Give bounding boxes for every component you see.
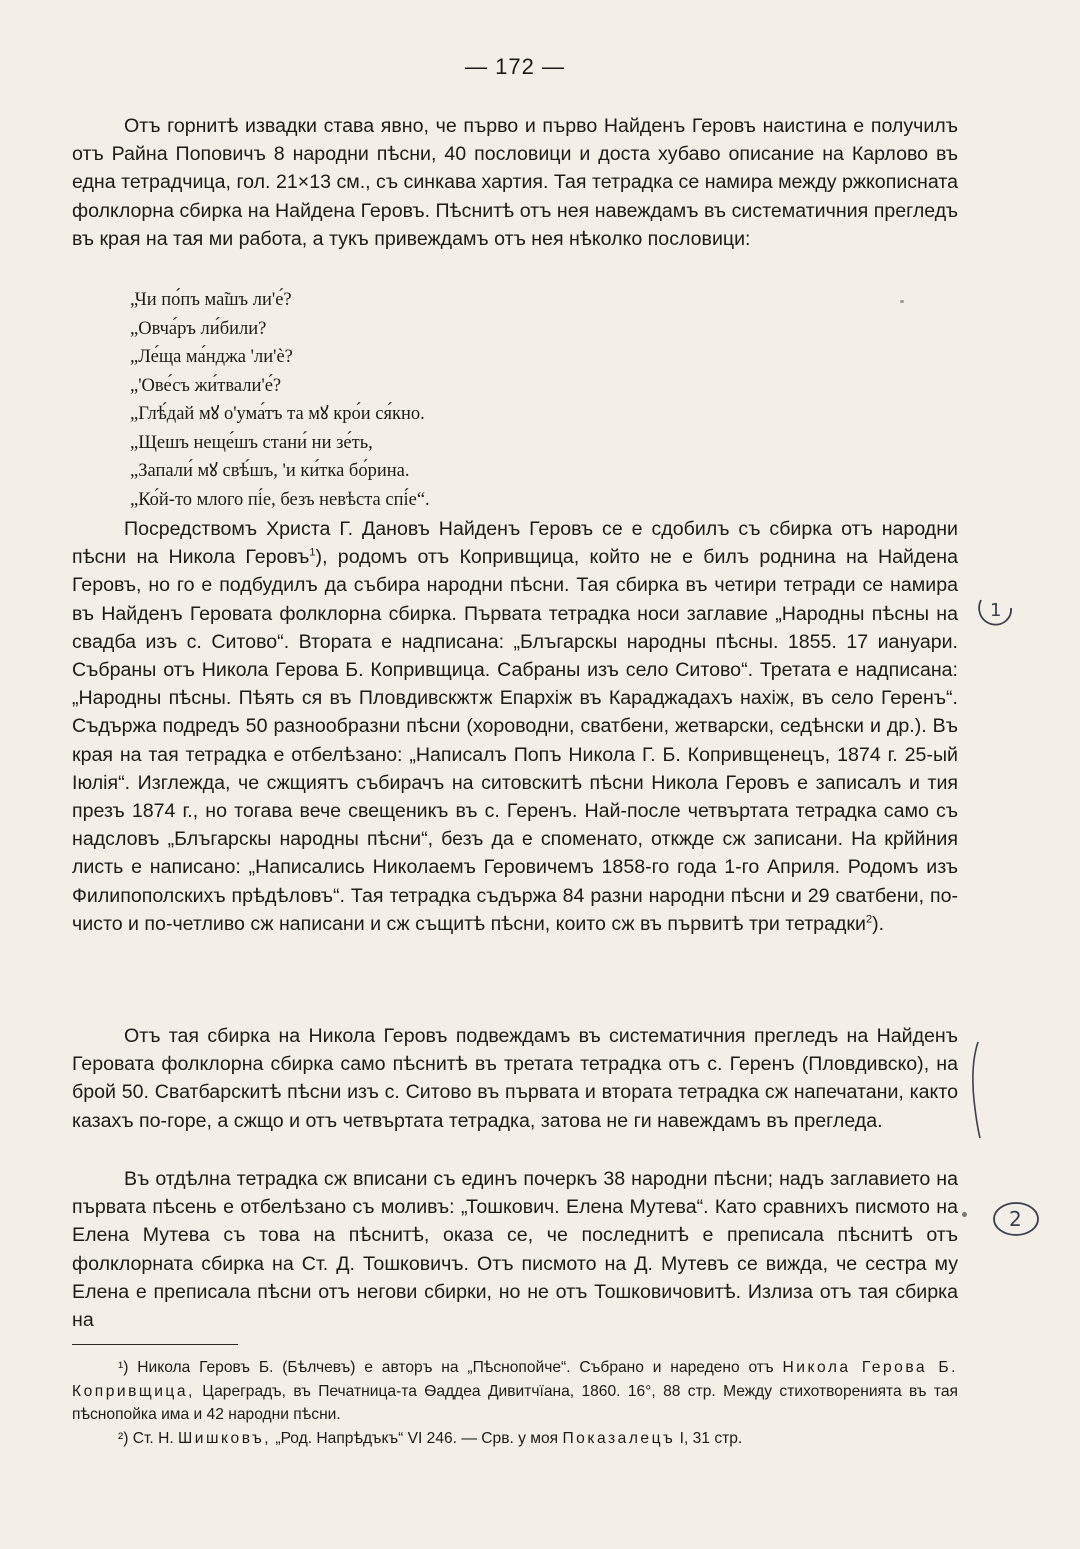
proverb-line: „Ко́й-то млого пі́е, безъ невѣста спі́е“. [130, 489, 430, 510]
footnote-spaced-text: Шишковъ, [178, 1430, 272, 1447]
footnote-2 [72, 1427, 958, 1451]
paragraph-4: Въ отдѣлна тетрадка сж вписани съ единъ почеркъ 38 народни пѣсни; надъ заглавието на първата пѣсень е отбелѣзано съ моливъ: „Тошкович. Елена Мутева“. Като сравнихъ писмото на Елена Мутева съ това на пѣснитѣ, оказа се, че последнитѣ е преписала пѣснитѣ отъ фолклорната сбирка на Ст. Д. Тошковичъ. Отъ писмото на Д. Мутевъ се вижда, че сестра му Елена е преписала пѣсни отъ негови сбирки, но не отъ Тошковичовитѣ. Излиза отъ тая сбирка на [72, 1168, 958, 1332]
footnote-spaced-text: Никола Герова Б. Копривщица, [72, 1359, 958, 1400]
footnote-text: Никола Геровъ Б. (Бѣлчевъ) е авторъ на „Пѣснопойче“. Събрано и наредено отъ [137, 1359, 774, 1376]
margin-note-1 [975, 594, 1015, 628]
footnote-spaced-text: Показалецъ [562, 1430, 676, 1447]
proverb-line: „Глѣ́дай мꙋ о'ума́тъ та мꙋ кро́и ся́кно. [130, 404, 425, 424]
page-number: — 172 — [465, 54, 565, 79]
proverb-line: „Запали́ мꙋ свѣ́шъ, 'и ки́тка бо́рина. [130, 461, 410, 481]
margin-note-1-label: 1 [990, 600, 1002, 621]
footnote-ref-1: 1 [309, 546, 316, 559]
footnote-text: Цареградъ, въ Печатница-та Ѳаддеа Дивитчїана, 1860. 16°, 88 стр. Между стихотворенията въ тая пѣснопойка има и 42 народни пѣсни. [72, 1382, 958, 1423]
proverb-line: „'Ове́съ жи́твали'е́? [130, 375, 282, 396]
proverb-line: „Овча́ръ ли́били? [130, 318, 267, 339]
proverb-list [130, 286, 730, 514]
paragraph-2-text: Посредствомъ Христа Г. Дановъ Найденъ Геровъ се е сдобилъ съ сбирка отъ народни пѣсни на Никола Геровъ [72, 518, 958, 569]
paragraph-3: Отъ тая сбирка на Никола Геровъ подвеждамъ въ систематичния прегледъ на Найденъ Геровата фолклорна сбирка само пѣснитѣ въ третата тетрадка отъ с. Геренъ (Пловдивско), на брой 50. Сватбарскитѣ пѣсни изъ с. Ситово въ първата и втората тетрадка сж напечатани, както казахъ по-горе, а сжщо и отъ четвъртата тетрадка, затова не ги навеждамъ въ прегледа. [72, 1025, 958, 1132]
ink-spot [962, 1212, 967, 1217]
margin-note-2 [990, 1198, 1042, 1240]
footnote-text: Ст. Н. [132, 1430, 174, 1447]
margin-bracket [968, 1040, 982, 1140]
footnote-text: I, 31 стр. [679, 1430, 743, 1447]
footnote-marker: ¹) [118, 1359, 129, 1376]
paragraph-1: Отъ горнитѣ извадки става явно, че първо и първо Найденъ Геровъ наистина е получилъ отъ Райна Поповичъ 8 народни пѣсни, 40 пословици и доста хубаво описание на Карлово въ една тетрадчица, гол. 21×13 см., съ синкава хартия. Тая тетрадка се намира между ржкописната фолклорна сбирка на Найдена Геровъ. Пѣснитѣ отъ нея навеждамъ въ систематичния прегледъ въ края на тая ми работа, а тукъ привеждамъ отъ нея нѣколко пословици: [72, 115, 958, 250]
margin-note-2-label: 2 [1009, 1207, 1022, 1231]
paragraph-2 [72, 515, 958, 938]
footnote-ref-2: 2 [865, 913, 873, 926]
ink-spot [900, 300, 904, 303]
proverb-line: „Ле́ща ма́нджа 'ли'ѐ? [130, 347, 293, 367]
footnote-1 [72, 1356, 958, 1427]
footnote-marker: ²) [118, 1430, 129, 1447]
footnote-separator [72, 1344, 238, 1345]
paragraph-2-text: ). [872, 912, 885, 935]
proverb-line: „Чи по́пъ ма̃шъ ли'е́? [130, 290, 292, 310]
proverb-line: „Щешъ неще́шъ стани́ ни зе́ть, [130, 432, 373, 453]
footnote-text: „Род. Напрѣдъкъ“ VI 246. — Срв. у моя [275, 1430, 559, 1447]
paragraph-2-text: ), родомъ отъ Копривщица, който не е билъ роднина на Найдена Геровъ, но го е подбудилъ да събира народни пѣсни. Тая сбирка въ четири тетради се намира въ Найденъ Геровата фолклорна сбирка. Първата тетрадка носи заглавие „Народны пѣсны на свадба изъ с. Ситово“. Втората е надписана: „Блъгарскы народны пѣсны. 1855. 17 иануари. Събраны отъ Никола Герова Б. Копривщица. Сабраны изъ село Ситово“. Третата е надписана: „Народны пѣсны. Пѣять ся въ Пловдивскжтж Епархіж въ Караджадахъ нахіж, въ село Геренъ“. Съдържа подредъ 50 разнообразни пѣсни (хороводни, сватбени, жетварски, седѣнски и др.). Въ края на тая тетрадка е отбелѣзано: „Написалъ Попъ Никола Г. Б. Копривщенецъ, 1874 г. 25-ый Іюлія“. Изглежда, че сжщиятъ събирачъ на ситовскитѣ пѣсни Никола Геровъ е записалъ и тия презъ 1874 г., но тогава вече свещеникъ въ с. Геренъ. Най-после четвъртата тетрадка само съ надсловъ „Блъгарскы народны пѣсни“, безъ да е споменато, откжде сж записани. На крййния листь е написано: „Написались Николаемъ Геровичемъ 1858-го года 1-го Априля. Родомъ изъ Филипополскихъ прѣдѣловъ“. Тая тетрадка съдържа 84 разни народни пѣсни и 29 сватбени, по-чисто и по-четливо сж написани и сж същитѣ пѣсни, които сж въ първитѣ три тетрадки [72, 546, 958, 935]
